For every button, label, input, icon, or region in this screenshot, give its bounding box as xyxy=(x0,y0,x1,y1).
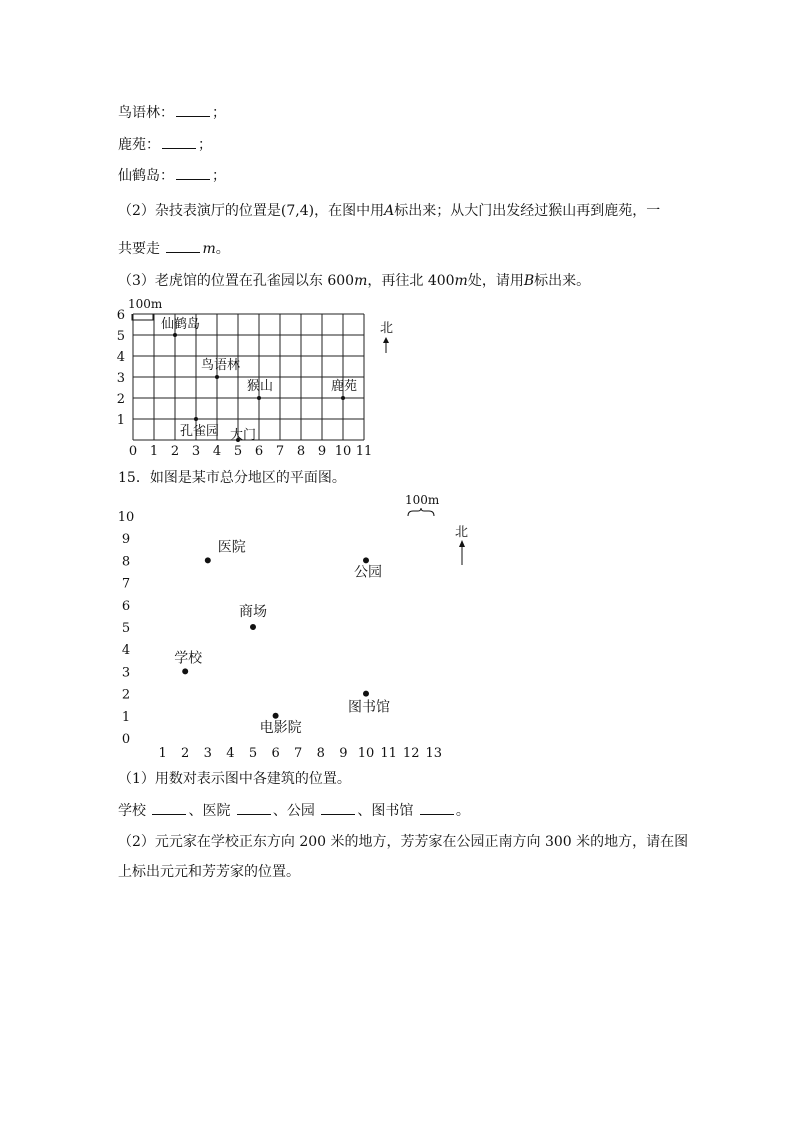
map1-place-dot xyxy=(194,417,198,421)
map1-place-dot xyxy=(215,375,219,379)
map2-y-tick: 4 xyxy=(121,643,131,659)
map2-places xyxy=(174,539,390,735)
map2-x-tick: 11 xyxy=(380,746,397,760)
map1-north-label: 北 xyxy=(380,321,394,336)
map2-y-tick: 2 xyxy=(121,687,131,703)
map1-x-tick: 8 xyxy=(296,444,306,459)
question-2-line-2: 共要走 m。 xyxy=(118,241,230,257)
map1-place-label: 孔雀园 xyxy=(180,424,220,439)
map2-x-tick: 8 xyxy=(316,746,325,760)
question-2-line-1: （2）杂技表演厅的位置是(7,4)，在图中用A标出来；从大门出发经过猴山再到鹿苑，一 xyxy=(118,203,661,219)
answer-blank[interactable] xyxy=(176,167,210,180)
map1-y-tick: 4 xyxy=(116,350,125,365)
map2-place-dot xyxy=(273,713,279,719)
map2-x-tick: 1 xyxy=(158,746,167,760)
map1-place-dot xyxy=(173,333,177,337)
map2-place-label: 商场 xyxy=(239,604,267,620)
map1-y-tick: 3 xyxy=(116,371,125,386)
map1-x-tick: 7 xyxy=(275,444,285,459)
map2-y-tick: 0 xyxy=(121,732,131,747)
map2-place-dot xyxy=(363,691,369,697)
map1-x-tick: 6 xyxy=(254,444,264,459)
answer-blank-park[interactable] xyxy=(321,802,355,815)
answer-line-niaoyulin: 鸟语林： ； xyxy=(118,105,226,121)
map2-y-tick: 10 xyxy=(117,510,135,525)
map1-place-label: 仙鹤岛 xyxy=(161,317,201,332)
map2-x-tick: 12 xyxy=(402,746,420,760)
map2-y-tick: 8 xyxy=(121,554,131,570)
answer-blank-library[interactable] xyxy=(420,802,454,815)
map1-grid-lines xyxy=(133,314,364,440)
city-map xyxy=(0,490,794,760)
map2-place-label: 学校 xyxy=(174,650,203,667)
map2-x-tick: 5 xyxy=(248,746,258,760)
map1-place-label: 鹿苑 xyxy=(331,379,358,394)
map2-place-label: 图书馆 xyxy=(348,699,390,716)
map2-y-tick: 6 xyxy=(121,598,131,614)
map2-place-dot xyxy=(182,668,188,674)
map2-scale-label: 100m xyxy=(405,493,440,507)
map2-x-tick: 6 xyxy=(271,746,280,760)
answer-blank[interactable] xyxy=(166,240,200,253)
map2-y-tick: 9 xyxy=(121,532,131,548)
map1-x-tick: 3 xyxy=(191,444,201,459)
question-15-2-line-2: 上标出元元和芳芳家的位置。 xyxy=(118,864,300,880)
map2-north-arrow xyxy=(455,525,468,565)
map1-x-tick: 11 xyxy=(355,444,373,459)
map2-x-tick: 2 xyxy=(181,746,190,760)
map1-scale-label: 100m xyxy=(128,297,163,311)
map2-y-tick: 1 xyxy=(121,709,131,725)
map1-x-tick: 4 xyxy=(212,444,222,459)
map2-place-label: 公园 xyxy=(354,564,382,581)
map2-x-tick: 7 xyxy=(294,746,303,760)
map1-place-label: 鸟语林 xyxy=(201,358,241,373)
map2-place-dot xyxy=(250,624,256,630)
answer-blank-school[interactable] xyxy=(152,802,186,815)
answer-blank-hospital[interactable] xyxy=(237,802,271,815)
map2-x-tick: 4 xyxy=(226,746,235,760)
map2-x-tick: 13 xyxy=(425,746,443,760)
map1-x-tick: 9 xyxy=(317,444,327,459)
zoo-map-grid xyxy=(0,290,794,470)
map1-x-tick: 1 xyxy=(149,444,159,459)
map1-x-tick: 2 xyxy=(170,444,180,459)
map1-x-tick: 10 xyxy=(334,444,352,459)
map1-place-label: 大门 xyxy=(230,428,257,443)
map2-y-tick: 5 xyxy=(121,621,131,636)
map2-place-label: 电影院 xyxy=(259,719,302,736)
answer-line-luyuan: 鹿苑： ； xyxy=(118,137,212,153)
map1-x-tick: 0 xyxy=(128,444,138,459)
question-15-2-line-1: （2）元元家在学校正东方向 200 米的地方，芳芳家在公园正南方向 300 米的地方，请在图 xyxy=(118,834,689,850)
map1-y-tick: 2 xyxy=(116,392,125,407)
question-3-line: （3）老虎馆的位置在孔雀园以东 600m，再往北 400m处，请用B标出来。 xyxy=(118,273,591,289)
answer-line-xianhedao: 仙鹤岛： ； xyxy=(118,168,226,184)
map2-x-tick: 10 xyxy=(357,746,375,760)
map2-scale-bar xyxy=(405,493,440,516)
question-15-1: （1）用数对表示图中各建筑的位置。 xyxy=(118,771,351,787)
map1-place-dot xyxy=(341,396,345,400)
map2-place-dot xyxy=(205,557,211,563)
question-15-title: 15．如图是某市总分地区的平面图。 xyxy=(118,470,346,486)
map2-north-label: 北 xyxy=(455,525,469,540)
map1-north-arrow xyxy=(380,321,393,353)
map1-y-tick: 5 xyxy=(116,329,125,344)
map2-y-tick: 7 xyxy=(121,576,131,592)
map1-place-label: 猴山 xyxy=(247,379,274,394)
map1-y-tick: 1 xyxy=(116,413,125,428)
map2-place-label: 医院 xyxy=(217,539,246,556)
map1-x-tick: 5 xyxy=(233,444,243,459)
map1-y-tick: 6 xyxy=(116,308,125,323)
question-15-1-answers: 学校 、医院 、公园 、图书馆 。 xyxy=(118,803,470,819)
map2-y-tick: 3 xyxy=(121,665,131,681)
map1-place-dot xyxy=(257,396,261,400)
map2-x-tick: 3 xyxy=(203,746,212,760)
map2-x-tick: 9 xyxy=(339,746,348,760)
map2-place-dot xyxy=(363,557,369,563)
answer-blank[interactable] xyxy=(176,104,210,117)
answer-blank[interactable] xyxy=(162,136,196,149)
